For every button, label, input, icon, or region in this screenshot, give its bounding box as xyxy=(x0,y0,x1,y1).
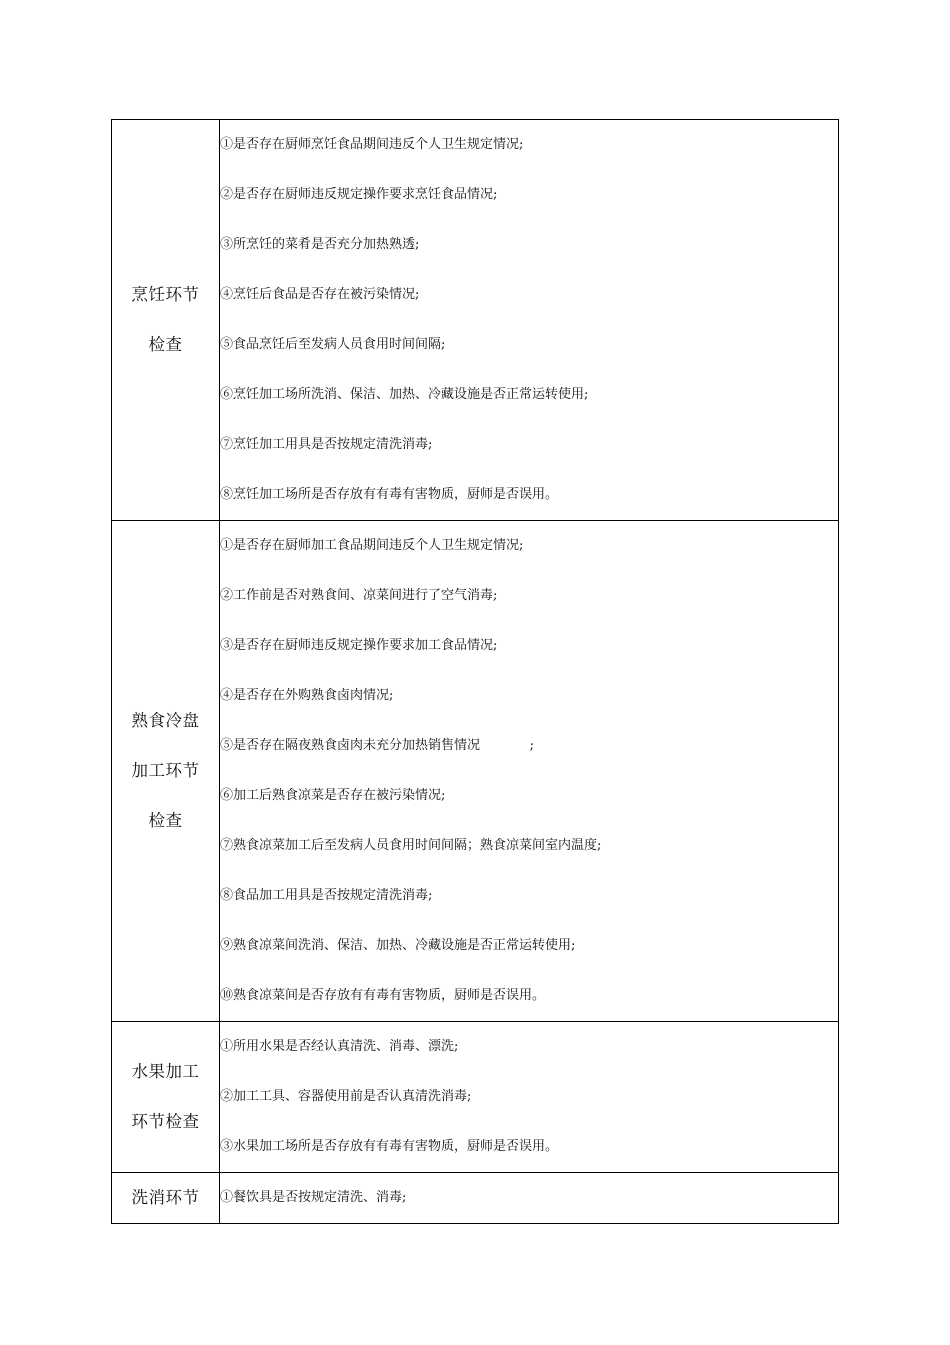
check-item: ③是否存在厨师违反规定操作要求加工食品情况; xyxy=(220,638,498,653)
section-row-cold-dishes xyxy=(112,521,839,1022)
check-item: ②是否存在厨师违反规定操作要求烹饪食品情况; xyxy=(220,187,498,202)
section-items-fruit xyxy=(220,1022,839,1173)
check-item: ①餐饮具是否按规定清洗、消毒; xyxy=(220,1190,407,1205)
section-label-line: 水果加工 xyxy=(131,1062,200,1081)
section-items-cold-dishes xyxy=(220,521,839,1022)
check-item: ⑥加工后熟食凉菜是否存在被污染情况; xyxy=(220,788,446,803)
check-item: ①是否存在厨师加工食品期间违反个人卫生规定情况; xyxy=(220,538,524,553)
check-item: ①所用水果是否经认真清洗、消毒、漂洗; xyxy=(220,1039,459,1054)
section-row-fruit xyxy=(112,1022,839,1173)
section-label-line: 环节检查 xyxy=(131,1112,200,1131)
section-label-fruit xyxy=(112,1022,220,1173)
check-item: ③所烹饪的菜肴是否充分加热熟透; xyxy=(220,237,420,252)
check-item: ②加工工具、容器使用前是否认真清洗消毒; xyxy=(220,1089,472,1104)
check-item: ④烹饪后食品是否存在被污染情况; xyxy=(220,287,420,302)
check-item: ⑥烹饪加工场所洗消、保洁、加热、冷藏设施是否正常运转使用; xyxy=(220,387,589,402)
section-label-cold-dishes xyxy=(112,521,220,1022)
section-label-washing xyxy=(112,1173,220,1224)
check-item: ⑧烹饪加工场所是否存放有有毒有害物质，厨师是否误用。 xyxy=(220,487,559,502)
section-row-washing xyxy=(112,1173,839,1224)
check-item: ②工作前是否对熟食间、凉菜间进行了空气消毒; xyxy=(220,588,498,603)
check-item: ⑤食品烹饪后至发病人员食用时间间隔; xyxy=(220,337,446,352)
section-label-line: 熟食冷盘 xyxy=(131,711,200,730)
check-item: ⑤是否存在隔夜熟食卤肉未充分加热销售情况 ; xyxy=(220,738,534,753)
check-item: ⑧食品加工用具是否按规定清洗消毒; xyxy=(220,888,433,903)
section-label-cooking xyxy=(112,120,220,521)
check-item: ③水果加工场所是否存放有有毒有害物质，厨师是否误用。 xyxy=(220,1139,559,1154)
section-label-line: 检查 xyxy=(148,335,183,354)
check-item: ⑦烹饪加工用具是否按规定清洗消毒; xyxy=(220,437,433,452)
check-item: ④是否存在外购熟食卤肉情况; xyxy=(220,688,394,703)
section-label-line: 烹饪环节 xyxy=(131,285,200,304)
section-label-line: 加工环节 xyxy=(131,761,200,780)
section-items-washing xyxy=(220,1173,839,1224)
section-label-line: 检查 xyxy=(148,811,183,830)
check-item: ⑨熟食凉菜间洗消、保洁、加热、冷藏设施是否正常运转使用; xyxy=(220,938,576,953)
check-item: ⑦熟食凉菜加工后至发病人员食用时间间隔；熟食凉菜间室内温度; xyxy=(220,838,602,853)
inspection-checklist-table xyxy=(111,119,839,1224)
check-item: ⑩熟食凉菜间是否存放有有毒有害物质，厨师是否误用。 xyxy=(220,988,546,1003)
section-items-cooking xyxy=(220,120,839,521)
check-item: ①是否存在厨师烹饪食品期间违反个人卫生规定情况; xyxy=(220,137,524,152)
section-row-cooking xyxy=(112,120,839,521)
section-label-line: 洗消环节 xyxy=(131,1188,200,1207)
